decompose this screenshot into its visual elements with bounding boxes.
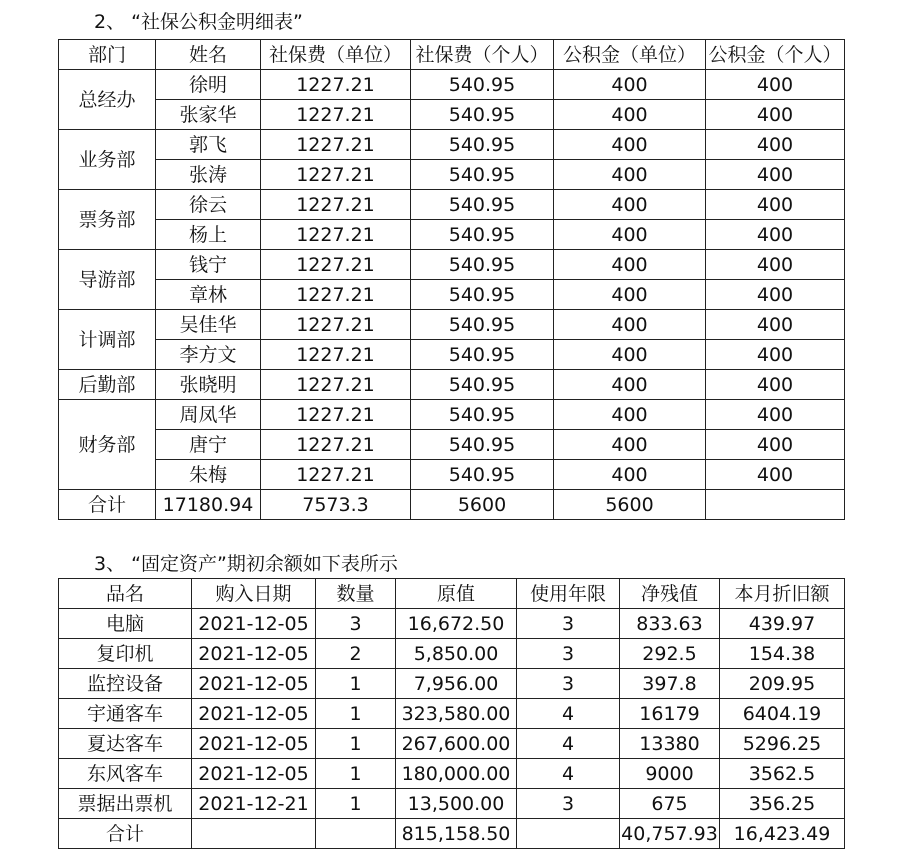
social-insurance-unit: 1227.21 (261, 160, 411, 190)
social-insurance-personal: 540.95 (411, 220, 554, 250)
table-row (59, 789, 845, 819)
purchase-date: 2021-12-05 (192, 759, 316, 789)
department-cell: 计调部 (59, 310, 156, 370)
employee-name: 郭飞 (156, 130, 261, 160)
table-row (59, 699, 845, 729)
total-cell: 5600 (411, 490, 554, 520)
employee-name: 朱梅 (156, 460, 261, 490)
housing-fund-unit: 400 (554, 460, 706, 490)
total-cell: 5600 (554, 490, 706, 520)
monthly-depreciation: 439.97 (720, 609, 845, 639)
monthly-depreciation: 209.95 (720, 669, 845, 699)
social-insurance-unit: 1227.21 (261, 400, 411, 430)
original-value: 267,600.00 (396, 729, 517, 759)
housing-fund-unit: 400 (554, 400, 706, 430)
social-insurance-unit: 1227.21 (261, 280, 411, 310)
table-row (59, 70, 845, 100)
table-row (59, 160, 845, 190)
social-insurance-body (59, 70, 845, 520)
housing-fund-personal: 400 (706, 460, 845, 490)
social-insurance-unit: 1227.21 (261, 460, 411, 490)
social-insurance-personal: 540.95 (411, 430, 554, 460)
column-header: 使用年限 (517, 579, 620, 609)
social-insurance-unit: 1227.21 (261, 430, 411, 460)
column-header: 原值 (396, 579, 517, 609)
column-header: 数量 (316, 579, 396, 609)
fixed-assets-body (59, 609, 845, 849)
table-row (59, 669, 845, 699)
employee-name: 徐明 (156, 70, 261, 100)
social-insurance-header (59, 40, 845, 70)
social-insurance-personal: 540.95 (411, 370, 554, 400)
social-insurance-personal: 540.95 (411, 190, 554, 220)
original-value: 16,672.50 (396, 609, 517, 639)
asset-name: 夏达客车 (59, 729, 192, 759)
employee-name: 张晓明 (156, 370, 261, 400)
social-insurance-unit: 1227.21 (261, 310, 411, 340)
total-cell (706, 490, 845, 520)
table-row (59, 280, 845, 310)
employee-name: 张涛 (156, 160, 261, 190)
asset-name: 东风客车 (59, 759, 192, 789)
asset-name: 复印机 (59, 639, 192, 669)
column-header: 姓名 (156, 40, 261, 70)
purchase-date: 2021-12-05 (192, 609, 316, 639)
useful-life: 4 (517, 759, 620, 789)
table-row (59, 460, 845, 490)
header-row (59, 579, 845, 609)
quantity: 1 (316, 729, 396, 759)
original-value: 13,500.00 (396, 789, 517, 819)
employee-name: 张家华 (156, 100, 261, 130)
monthly-depreciation: 3562.5 (720, 759, 845, 789)
social-insurance-table (58, 39, 845, 520)
housing-fund-unit: 400 (554, 190, 706, 220)
total-cell: 16,423.49 (720, 819, 845, 849)
table-row (59, 250, 845, 280)
useful-life: 3 (517, 639, 620, 669)
employee-name: 吴佳华 (156, 310, 261, 340)
column-header: 公积金（单位） (554, 40, 706, 70)
quantity: 1 (316, 759, 396, 789)
housing-fund-personal: 400 (706, 310, 845, 340)
asset-name: 宇通客车 (59, 699, 192, 729)
residual-value: 292.5 (620, 639, 720, 669)
social-insurance-personal: 540.95 (411, 160, 554, 190)
table-row (59, 430, 845, 460)
social-insurance-unit: 1227.21 (261, 190, 411, 220)
table-row (59, 220, 845, 250)
original-value: 323,580.00 (396, 699, 517, 729)
housing-fund-personal: 400 (706, 430, 845, 460)
total-cell: 815,158.50 (396, 819, 517, 849)
social-insurance-personal: 540.95 (411, 70, 554, 100)
housing-fund-unit: 400 (554, 340, 706, 370)
asset-name: 监控设备 (59, 669, 192, 699)
social-insurance-unit: 1227.21 (261, 370, 411, 400)
header-row (59, 40, 845, 70)
total-row (59, 490, 845, 520)
total-cell (192, 819, 316, 849)
column-header: 购入日期 (192, 579, 316, 609)
purchase-date: 2021-12-05 (192, 729, 316, 759)
employee-name: 杨上 (156, 220, 261, 250)
social-insurance-personal: 540.95 (411, 130, 554, 160)
department-cell: 后勤部 (59, 370, 156, 400)
housing-fund-personal: 400 (706, 370, 845, 400)
monthly-depreciation: 6404.19 (720, 699, 845, 729)
social-insurance-unit: 1227.21 (261, 70, 411, 100)
asset-name: 票据出票机 (59, 789, 192, 819)
monthly-depreciation: 154.38 (720, 639, 845, 669)
quantity: 1 (316, 789, 396, 819)
table-row (59, 190, 845, 220)
social-insurance-unit: 1227.21 (261, 220, 411, 250)
table-row (59, 609, 845, 639)
department-cell: 导游部 (59, 250, 156, 310)
original-value: 5,850.00 (396, 639, 517, 669)
residual-value: 833.63 (620, 609, 720, 639)
housing-fund-personal: 400 (706, 250, 845, 280)
table-row (59, 400, 845, 430)
table-row (59, 639, 845, 669)
total-cell: 7573.3 (261, 490, 411, 520)
useful-life: 3 (517, 789, 620, 819)
useful-life: 3 (517, 609, 620, 639)
housing-fund-personal: 400 (706, 220, 845, 250)
table-row (59, 130, 845, 160)
total-cell: 合计 (59, 490, 156, 520)
social-insurance-personal: 540.95 (411, 400, 554, 430)
housing-fund-unit: 400 (554, 430, 706, 460)
quantity: 2 (316, 639, 396, 669)
fixed-assets-title: 3、 “固定资产”期初余额如下表所示 (94, 553, 398, 575)
residual-value: 16179 (620, 699, 720, 729)
social-insurance-unit: 1227.21 (261, 250, 411, 280)
housing-fund-personal: 400 (706, 130, 845, 160)
column-header: 品名 (59, 579, 192, 609)
table-row (59, 100, 845, 130)
housing-fund-personal: 400 (706, 280, 845, 310)
total-cell: 17180.94 (156, 490, 261, 520)
column-header: 部门 (59, 40, 156, 70)
residual-value: 397.8 (620, 669, 720, 699)
original-value: 7,956.00 (396, 669, 517, 699)
housing-fund-unit: 400 (554, 370, 706, 400)
column-header: 社保费（单位） (261, 40, 411, 70)
social-insurance-title: 2、 “社保公积金明细表” (94, 11, 303, 33)
purchase-date: 2021-12-05 (192, 669, 316, 699)
social-insurance-personal: 540.95 (411, 340, 554, 370)
monthly-depreciation: 356.25 (720, 789, 845, 819)
social-insurance-unit: 1227.21 (261, 340, 411, 370)
department-cell: 票务部 (59, 190, 156, 250)
useful-life: 4 (517, 699, 620, 729)
housing-fund-unit: 400 (554, 160, 706, 190)
social-insurance-personal: 540.95 (411, 280, 554, 310)
table-row (59, 310, 845, 340)
total-cell (517, 819, 620, 849)
social-insurance-unit: 1227.21 (261, 130, 411, 160)
housing-fund-unit: 400 (554, 250, 706, 280)
useful-life: 3 (517, 669, 620, 699)
total-cell: 40,757.93 (620, 819, 720, 849)
table-row (59, 370, 845, 400)
housing-fund-unit: 400 (554, 130, 706, 160)
fixed-assets-header (59, 579, 845, 609)
fixed-assets-table (58, 578, 845, 849)
column-header: 公积金（个人） (706, 40, 845, 70)
monthly-depreciation: 5296.25 (720, 729, 845, 759)
residual-value: 9000 (620, 759, 720, 789)
housing-fund-unit: 400 (554, 100, 706, 130)
social-insurance-unit: 1227.21 (261, 100, 411, 130)
housing-fund-personal: 400 (706, 400, 845, 430)
housing-fund-personal: 400 (706, 160, 845, 190)
housing-fund-personal: 400 (706, 190, 845, 220)
employee-name: 章林 (156, 280, 261, 310)
social-insurance-personal: 540.95 (411, 310, 554, 340)
column-header: 净残值 (620, 579, 720, 609)
social-insurance-personal: 540.95 (411, 100, 554, 130)
housing-fund-unit: 400 (554, 220, 706, 250)
table-row (59, 340, 845, 370)
column-header: 社保费（个人） (411, 40, 554, 70)
residual-value: 13380 (620, 729, 720, 759)
employee-name: 钱宁 (156, 250, 261, 280)
total-row (59, 819, 845, 849)
useful-life: 4 (517, 729, 620, 759)
total-cell (316, 819, 396, 849)
purchase-date: 2021-12-05 (192, 699, 316, 729)
purchase-date: 2021-12-05 (192, 639, 316, 669)
department-cell: 业务部 (59, 130, 156, 190)
employee-name: 李方文 (156, 340, 261, 370)
table-row (59, 729, 845, 759)
original-value: 180,000.00 (396, 759, 517, 789)
social-insurance-personal: 540.95 (411, 250, 554, 280)
purchase-date: 2021-12-21 (192, 789, 316, 819)
housing-fund-personal: 400 (706, 70, 845, 100)
quantity: 3 (316, 609, 396, 639)
employee-name: 唐宁 (156, 430, 261, 460)
quantity: 1 (316, 669, 396, 699)
housing-fund-personal: 400 (706, 100, 845, 130)
department-cell: 财务部 (59, 400, 156, 490)
total-cell: 合计 (59, 819, 192, 849)
housing-fund-unit: 400 (554, 310, 706, 340)
asset-name: 电脑 (59, 609, 192, 639)
employee-name: 周凤华 (156, 400, 261, 430)
social-insurance-personal: 540.95 (411, 460, 554, 490)
table-row (59, 759, 845, 789)
quantity: 1 (316, 699, 396, 729)
housing-fund-unit: 400 (554, 70, 706, 100)
column-header: 本月折旧额 (720, 579, 845, 609)
employee-name: 徐云 (156, 190, 261, 220)
residual-value: 675 (620, 789, 720, 819)
housing-fund-unit: 400 (554, 280, 706, 310)
housing-fund-personal: 400 (706, 340, 845, 370)
department-cell: 总经办 (59, 70, 156, 130)
